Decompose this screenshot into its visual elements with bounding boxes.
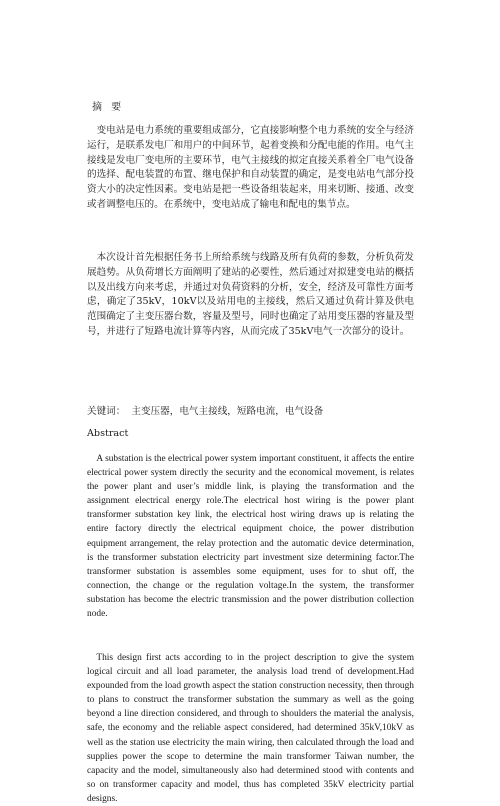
abstract-paragraph-en-2: This design first acts according to in the project description to give the system logical circuit and all load parameter, the analysis load trend of development.Had expounded from the load growth aspect the station construction necessity, then through to plans to construct the transformer substation the summary as well as the going beyond a line direction considered, and through to shoulders the material the analysis, safe, the economy and the reliable aspect considered, had determined 35kV,10kV as well as the station use electricity the main wiring, then calculated through the load and supplies power the scope to determine the main transformer Taiwan number, the capacity and the model, simultaneously also had determined stood with contents and so on transformer capacity and model, thus has completed 35kV electricity partial designs.: [87, 653, 414, 804]
abstract-title-cn: 摘 要: [92, 102, 125, 113]
abstract-paragraph-cn-2: 本次设计首先根据任务书上所给系统与线路及所有负荷的参数，分析负荷发展趋势。从负荷增长方面阐明了建站的必要性，然后通过对拟建变电站的概括以及出线方向来考虑，并通过对负荷资料的分析，安全，经济及可靠性方面考虑，确定了35kV，10kV以及站用电的主接线，然后又通过负荷计算及供电范围确定了主变压器台数，容量及型号，同时也确定了站用变压器的容量及型号，并进行了短路电流计算等内容，从而完成了35kV电气一次部分的设计。: [87, 252, 414, 337]
keywords-text: 主变压器，电气主接线，短路电流，电气设备: [131, 406, 324, 417]
abstract-paragraph-cn-1: 变电站是电力系统的重要组成部分，它直接影响整个电力系统的安全与经济运行，是联系发电厂和用户的中间环节，起着变换和分配电能的作用。电气主接线是发电厂变电所的主要环节，电气主接线的拟定直接关系着全厂电气设备的选择、配电装置的布置、继电保护和自动装置的确定，是变电站电气部分投资大小的决定性因素。变电站是把一些设备组装起来，用来切断、接通、改变或者调整电压的。在系统中，变电站成了输电和配电的集节点。: [87, 125, 414, 210]
keywords-label: 关键词：: [87, 406, 126, 417]
abstract-paragraph-en-1: A substation is the electrical power system important constituent, it affects the entire electrical power system directly the security and the economical movement, is relates the power plant and user’s middle link, is playing the transformation and the assignment electrical energy role.The electrical host wiring is the power plant transformer substation key link, the electrical host wiring draws up is relating the entire factory directly the electrical equipment choice, the power distribution equipment arrangement, the relay protection and the automatic device determination, is the transformer substation electricity part investment size determining factor.The transformer substation is assembles some equipment, uses for to shut off, the connection, the change or the regulation voltage.In the system, the transformer substation has become the electric transmission and the power distribution collection node.: [87, 454, 414, 620]
keywords-line: [87, 403, 323, 417]
abstract-title-en: Abstract: [87, 428, 129, 439]
